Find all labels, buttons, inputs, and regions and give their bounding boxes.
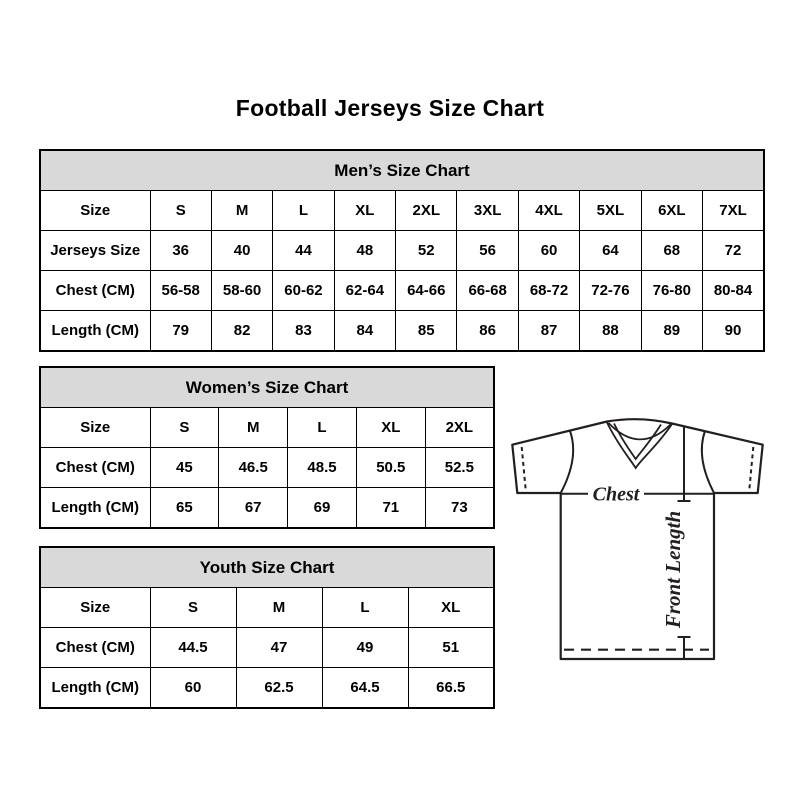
value-cell: 68 <box>641 231 702 271</box>
row-label-cell: Jerseys Size <box>40 231 150 271</box>
value-cell: 44.5 <box>150 628 236 668</box>
value-cell: 67 <box>219 488 288 528</box>
value-cell: 36 <box>150 231 211 271</box>
value-cell: 85 <box>396 311 457 351</box>
table-row <box>40 271 764 311</box>
value-cell: 49 <box>322 628 408 668</box>
value-cell: 51 <box>408 628 494 668</box>
table-row <box>40 668 494 708</box>
row-label-cell: Length (CM) <box>40 668 150 708</box>
column-header-cell: 4XL <box>518 191 579 231</box>
front-length-label: Front Length <box>661 510 685 629</box>
jersey-diagram-svg <box>504 412 766 666</box>
value-cell: 44 <box>273 231 334 271</box>
value-cell: 72-76 <box>580 271 641 311</box>
womens-size-chart-table <box>39 366 495 529</box>
youth-size-chart-table <box>39 546 495 709</box>
value-cell: 60 <box>150 668 236 708</box>
column-header-cell: L <box>322 588 408 628</box>
table-row <box>40 588 494 628</box>
value-cell: 69 <box>288 488 357 528</box>
column-header-cell: M <box>219 408 288 448</box>
value-cell: 64.5 <box>322 668 408 708</box>
row-label-cell: Length (CM) <box>40 488 150 528</box>
column-header-cell: S <box>150 191 211 231</box>
column-header-cell: M <box>211 191 272 231</box>
column-header-cell: XL <box>408 588 494 628</box>
value-cell: 88 <box>580 311 641 351</box>
table-title-row <box>40 150 764 191</box>
table-row <box>40 408 494 448</box>
value-cell: 65 <box>150 488 219 528</box>
value-cell: 60 <box>518 231 579 271</box>
value-cell: 56 <box>457 231 518 271</box>
value-cell: 73 <box>425 488 494 528</box>
row-header-label: Size <box>40 588 150 628</box>
table-row <box>40 448 494 488</box>
table-row <box>40 488 494 528</box>
row-label-cell: Chest (CM) <box>40 628 150 668</box>
value-cell: 58-60 <box>211 271 272 311</box>
column-header-cell: 3XL <box>457 191 518 231</box>
column-header-cell: XL <box>356 408 425 448</box>
value-cell: 52 <box>396 231 457 271</box>
table-row <box>40 231 764 271</box>
value-cell: 83 <box>273 311 334 351</box>
value-cell: 62.5 <box>236 668 322 708</box>
value-cell: 89 <box>641 311 702 351</box>
column-header-cell: L <box>273 191 334 231</box>
value-cell: 50.5 <box>356 448 425 488</box>
column-header-cell: S <box>150 588 236 628</box>
column-header-cell: 7XL <box>703 191 764 231</box>
row-header-label: Size <box>40 191 150 231</box>
value-cell: 46.5 <box>219 448 288 488</box>
table-row <box>40 311 764 351</box>
column-header-cell: 5XL <box>580 191 641 231</box>
value-cell: 87 <box>518 311 579 351</box>
value-cell: 76-80 <box>641 271 702 311</box>
column-header-cell: 2XL <box>425 408 494 448</box>
value-cell: 64-66 <box>396 271 457 311</box>
value-cell: 45 <box>150 448 219 488</box>
value-cell: 82 <box>211 311 272 351</box>
value-cell: 48.5 <box>288 448 357 488</box>
jersey-measurement-diagram <box>504 412 766 666</box>
column-header-cell: L <box>288 408 357 448</box>
table-title-row <box>40 547 494 588</box>
column-header-cell: M <box>236 588 322 628</box>
value-cell: 68-72 <box>518 271 579 311</box>
row-label-cell: Chest (CM) <box>40 448 150 488</box>
column-header-cell: 2XL <box>396 191 457 231</box>
value-cell: 80-84 <box>703 271 764 311</box>
value-cell: 79 <box>150 311 211 351</box>
table-title: Youth Size Chart <box>40 547 494 588</box>
mens-size-chart-table <box>39 149 765 352</box>
value-cell: 86 <box>457 311 518 351</box>
value-cell: 72 <box>703 231 764 271</box>
table-row <box>40 191 764 231</box>
table-title: Men’s Size Chart <box>40 150 764 191</box>
column-header-cell: 6XL <box>641 191 702 231</box>
value-cell: 64 <box>580 231 641 271</box>
chest-label: Chest <box>592 483 640 506</box>
value-cell: 48 <box>334 231 395 271</box>
value-cell: 40 <box>211 231 272 271</box>
row-header-label: Size <box>40 408 150 448</box>
table-title-row <box>40 367 494 408</box>
row-label-cell: Chest (CM) <box>40 271 150 311</box>
value-cell: 56-58 <box>150 271 211 311</box>
value-cell: 90 <box>703 311 764 351</box>
value-cell: 66.5 <box>408 668 494 708</box>
value-cell: 60-62 <box>273 271 334 311</box>
table-row <box>40 628 494 668</box>
value-cell: 52.5 <box>425 448 494 488</box>
value-cell: 62-64 <box>334 271 395 311</box>
value-cell: 71 <box>356 488 425 528</box>
column-header-cell: S <box>150 408 219 448</box>
value-cell: 66-68 <box>457 271 518 311</box>
table-title: Women’s Size Chart <box>40 367 494 408</box>
column-header-cell: XL <box>334 191 395 231</box>
page-title: Football Jerseys Size Chart <box>235 95 545 121</box>
value-cell: 47 <box>236 628 322 668</box>
value-cell: 84 <box>334 311 395 351</box>
row-label-cell: Length (CM) <box>40 311 150 351</box>
